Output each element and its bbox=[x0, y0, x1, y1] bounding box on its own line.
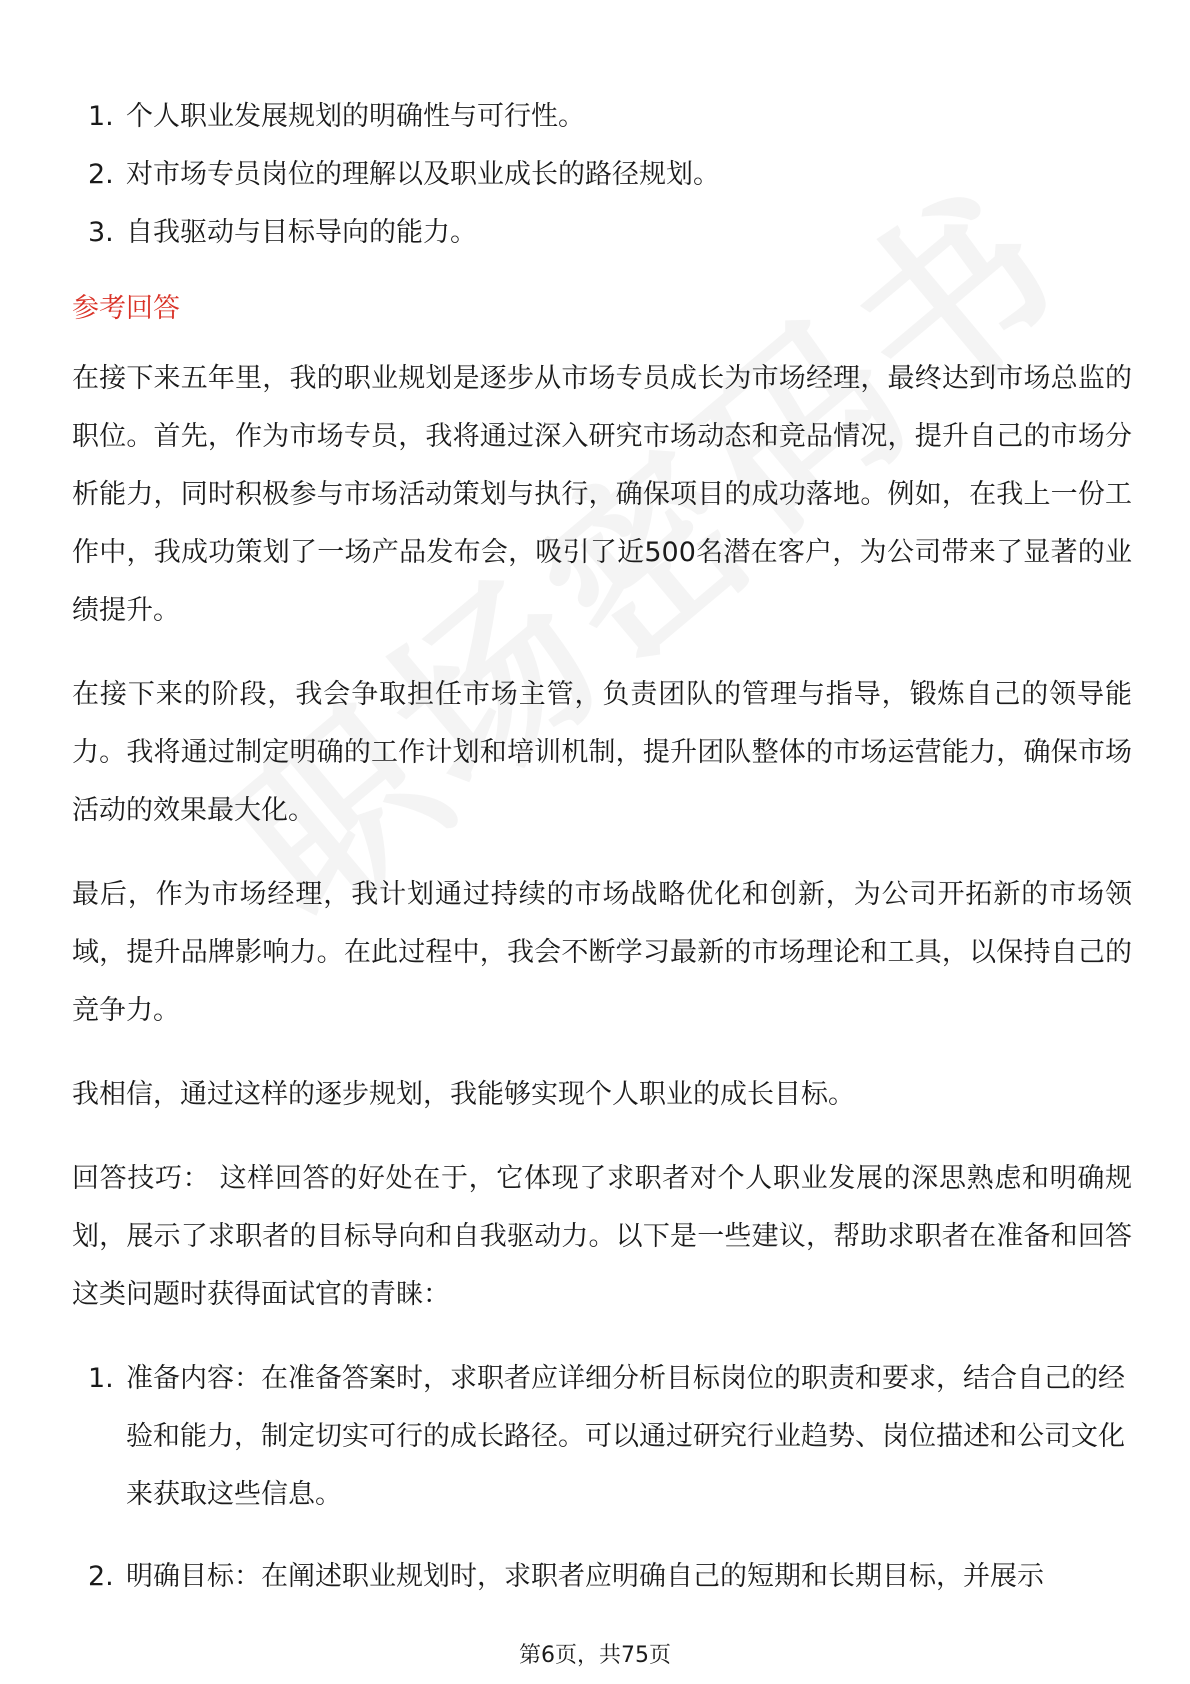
list-item bbox=[72, 146, 1132, 204]
list-number: 3. bbox=[88, 217, 114, 248]
list-number: 1. bbox=[88, 101, 114, 132]
list-number: 2. bbox=[88, 159, 114, 190]
list-item bbox=[72, 1350, 1132, 1524]
answer-paragraph: 在接下来的阶段，我会争取担任市场主管，负责团队的管理与指导，锻炼自己的领导能力。我将通过制定明确的工作计划和培训机制，提升团队整体的市场运营能力，确保市场活动的效果最大化。 bbox=[72, 679, 1132, 826]
list-item-text: 准备内容：在准备答案时，求职者应详细分析目标岗位的职责和要求，结合自己的经验和能力，制定切实可行的成长路径。可以通过研究行业趋势、岗位描述和公司文化来获取这些信息。 bbox=[126, 1363, 1125, 1510]
list-item-text: 明确目标：在阐述职业规划时，求职者应明确自己的短期和长期目标，并展示 bbox=[126, 1561, 1044, 1592]
answer-paragraph: 我相信，通过这样的逐步规划，我能够实现个人职业的成长目标。 bbox=[72, 1079, 855, 1110]
tips-intro-paragraph: 回答技巧： 这样回答的好处在于，它体现了求职者对个人职业发展的深思熟虑和明确规划，展示了求职者的目标导向和自我驱动力。以下是一些建议，帮助求职者在准备和回答这类问题时获得面试官的青睐： bbox=[72, 1163, 1132, 1310]
list-item bbox=[72, 1548, 1132, 1606]
list-number: 1. bbox=[88, 1363, 114, 1394]
tips-list bbox=[72, 1350, 1132, 1606]
section-heading: 参考回答 bbox=[72, 293, 180, 324]
page-footer: 第6页，共75页 bbox=[519, 1643, 671, 1668]
list-item-text: 自我驱动与目标导向的能力。 bbox=[126, 217, 477, 248]
answer-paragraph: 在接下来五年里，我的职业规划是逐步从市场专员成长为市场经理，最终达到市场总监的职位。首先，作为市场专员，我将通过深入研究市场动态和竞品情况，提升自己的市场分析能力，同时积极参与市场活动策划与执行，确保项目的成功落地。例如，在我上一份工作中，我成功策划了一场产品发布会，吸引了近500名潜在客户，为公司带来了显著的业绩提升。 bbox=[72, 363, 1132, 626]
list-item bbox=[72, 204, 1132, 262]
page-content bbox=[72, 88, 1132, 1630]
focus-points-list bbox=[72, 88, 1132, 262]
list-item bbox=[72, 88, 1132, 146]
list-number: 2. bbox=[88, 1561, 114, 1592]
answer-paragraph: 最后，作为市场经理，我计划通过持续的市场战略优化和创新，为公司开拓新的市场领域，提升品牌影响力。在此过程中，我会不断学习最新的市场理论和工具，以保持自己的竞争力。 bbox=[72, 879, 1132, 1026]
list-item-text: 对市场专员岗位的理解以及职业成长的路径规划。 bbox=[126, 159, 720, 190]
list-item-text: 个人职业发展规划的明确性与可行性。 bbox=[126, 101, 585, 132]
